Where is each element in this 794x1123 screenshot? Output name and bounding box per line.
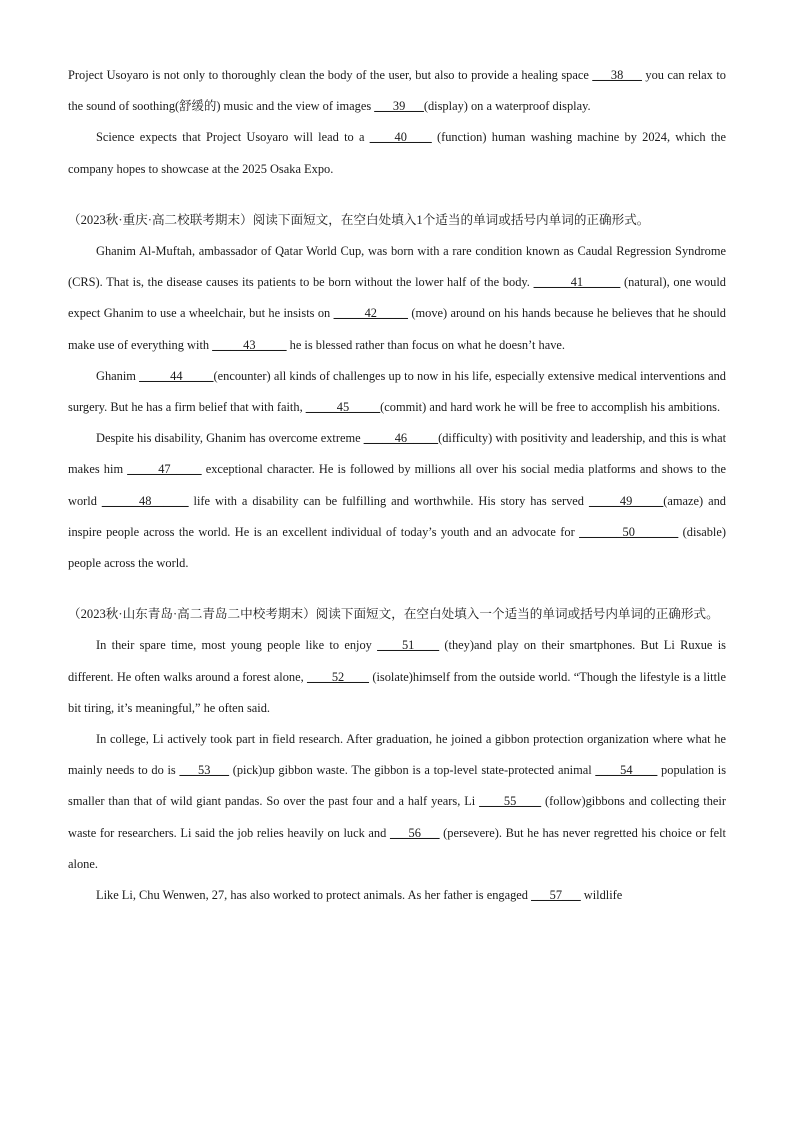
text-run: (pick)up gibbon waste. The gibbon is a top-level state-protected animal	[229, 763, 596, 778]
paragraph	[68, 423, 726, 579]
blank-56[interactable]: ___56___	[389, 825, 440, 840]
text-run: you can relax to the sound of soothing(舒缓的) music and the view of images	[68, 68, 726, 114]
text-run: (function) human washing machine by 2024, which the company hopes to showcase at the 2025 Osaka Expo.	[68, 130, 726, 176]
paragraph	[68, 236, 726, 361]
blank-43[interactable]: _____43_____	[212, 337, 287, 352]
paragraph	[68, 122, 726, 184]
blank-51[interactable]: ____51____	[377, 638, 440, 653]
paragraph	[68, 630, 726, 724]
text-run: population is smaller than that of wild giant pandas. So over the past four and a half years, Li	[68, 763, 727, 809]
section-heading: （2023秋·山东青岛·高二青岛二中校考期末）阅读下面短文，在空白处填入一个适当的单词或括号内单词的正确形式。	[68, 607, 719, 622]
paragraph	[68, 880, 726, 911]
blank-44[interactable]: _____44_____	[139, 368, 214, 383]
text-run: (they)and play on their smartphones. But Li Ruxue is different. He often walks around a forest alone,	[68, 638, 726, 684]
blank-47[interactable]: _____47_____	[127, 462, 202, 477]
section-heading: （2023秋·重庆·高二校联考期末）阅读下面短文，在空白处填入1个适当的单词或括号内单词的正确形式。	[68, 212, 650, 227]
text-run: (amaze) and inspire people across the world. He is an excellent individual of today’s youth and an advocate for	[68, 493, 726, 539]
blank-45[interactable]: _____45_____	[305, 400, 381, 415]
blank-53[interactable]: ___53___	[179, 763, 230, 778]
passage-section-3	[68, 599, 726, 911]
text-run: In college, Li actively took part in field research. After graduation, he joined a gibbon protection organization where what he mainly needs to do is	[68, 732, 726, 778]
text-run: he is blessed rather than focus on what he doesn’t have.	[286, 337, 566, 352]
blank-50[interactable]: _______50_______	[579, 524, 679, 539]
blank-39[interactable]: ___39___	[374, 99, 424, 114]
text-run: (encounter) all kinds of challenges up to now in his life, especially extensive medical interventions and surgery. But he has a firm belief that with faith,	[68, 368, 726, 415]
text-run: Science expects that Project Usoyaro will lead to a	[96, 130, 370, 145]
blank-41[interactable]: ______41______	[533, 275, 621, 290]
blank-55[interactable]: ____55____	[479, 794, 542, 809]
text-run: In their spare time, most young people like to enjoy	[96, 638, 378, 653]
text-run: (move) around on his hands because he believes that he should make use of everything with	[68, 306, 726, 352]
paragraph	[68, 724, 726, 880]
text-run: Despite his disability, Ghanim has overcome extreme	[96, 431, 364, 446]
text-run: (display) on a waterproof display.	[423, 99, 591, 114]
text-run: (commit) and hard work he will be free to accomplish his ambitions.	[380, 400, 721, 415]
text-run: exceptional character. He is followed by millions all over his social media platforms and shows to the world	[68, 462, 726, 508]
blank-57[interactable]: ___57___	[531, 888, 581, 903]
text-run: (persevere). But he has never regretted his choice or felt alone.	[68, 825, 726, 871]
blank-52[interactable]: ____52____	[307, 669, 369, 684]
text-run: (difficulty) with positivity and leadership, and this is what makes him	[68, 431, 727, 477]
text-run: (natural), one would expect Ghanim to use a wheelchair, but he insists on	[68, 275, 726, 321]
text-run: (follow)gibbons and collecting their waste for researchers. Li said the job relies heavily on luck and	[68, 794, 727, 840]
text-run: (isolate)himself from the outside world. “Though the lifestyle is a little bit tiring, it’s meaningful,” he often said.	[68, 669, 726, 715]
blank-38[interactable]: ___38___	[592, 68, 642, 82]
text-run: Like Li, Chu Wenwen, 27, has also worked to protect animals. As her father is engaged	[96, 888, 532, 903]
text-run: Ghanim Al-Muftah, ambassador of Qatar World Cup, was born with a rare condition known as Caudal Regression Syndrome (CRS). That is, the disease causes its patients to be born without the lower half of the body.	[68, 244, 726, 290]
blank-46[interactable]: _____46_____	[363, 431, 439, 446]
paragraph	[68, 361, 726, 423]
text-run: Project Usoyaro is not only to thoroughly clean the body of the user, but also to provide a healing space	[68, 68, 593, 82]
paragraph	[68, 60, 726, 122]
document-page	[68, 60, 726, 911]
text-run: Ghanim	[96, 368, 140, 383]
text-run: wildlife	[580, 888, 623, 903]
blank-40[interactable]: ____40____	[369, 130, 432, 145]
blank-48[interactable]: ______48______	[101, 493, 189, 508]
text-run: (disable) people across the world.	[68, 524, 726, 571]
blank-49[interactable]: _____49_____	[588, 493, 664, 508]
passage-section-1	[68, 60, 726, 185]
text-run: life with a disability can be fulfilling and worthwhile. His story has served	[188, 493, 589, 508]
blank-54[interactable]: ____54____	[595, 763, 658, 778]
passage-section-2	[68, 205, 726, 579]
blank-42[interactable]: _____42_____	[333, 306, 408, 321]
